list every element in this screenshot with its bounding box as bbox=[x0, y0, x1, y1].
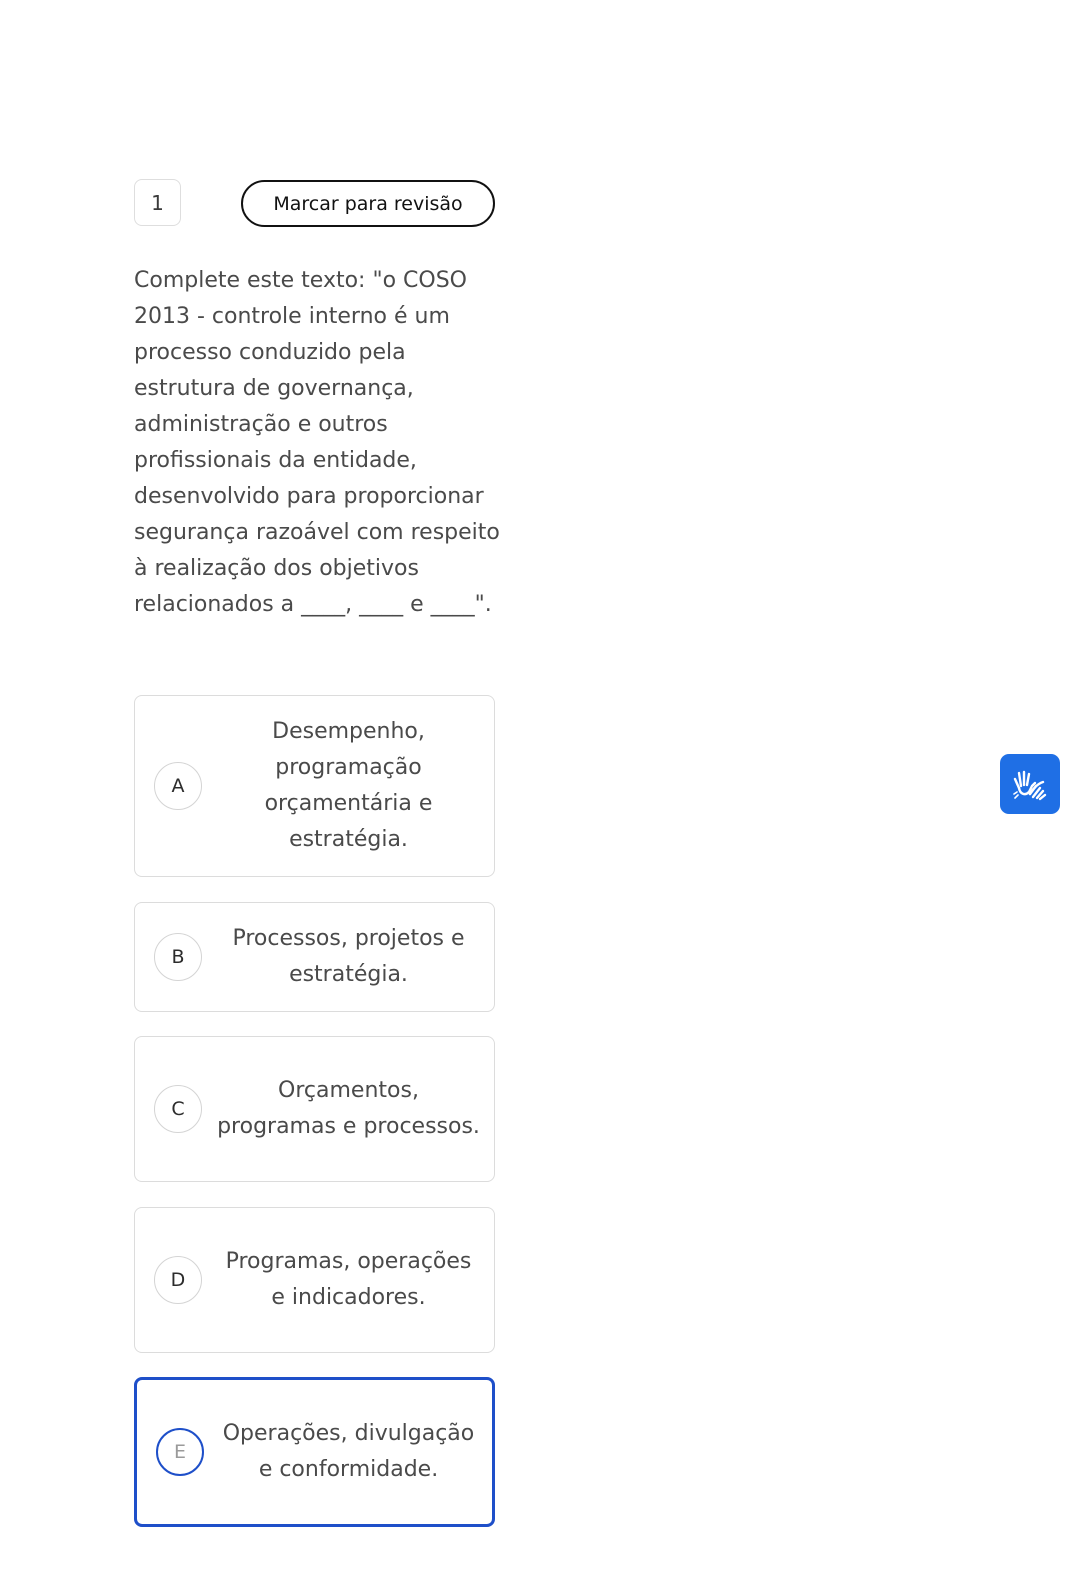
option-text: Processos, projetos e estratégia. bbox=[232, 926, 465, 987]
question-number: 1 bbox=[134, 179, 181, 226]
option-letter: E bbox=[156, 1428, 204, 1476]
option-text: Desempenho, programação orçamentária e estratégia. bbox=[264, 719, 433, 852]
option-letter: D bbox=[154, 1256, 202, 1304]
option-letter: C bbox=[154, 1085, 202, 1133]
accessibility-button[interactable] bbox=[1000, 754, 1060, 814]
option-e[interactable] bbox=[134, 1377, 495, 1527]
option-d[interactable] bbox=[134, 1207, 495, 1353]
option-text: Orçamentos, programas e processos. bbox=[217, 1078, 480, 1139]
mark-for-review-button[interactable]: Marcar para revisão bbox=[241, 180, 495, 227]
option-letter: B bbox=[154, 933, 202, 981]
option-c[interactable] bbox=[134, 1036, 495, 1182]
option-letter: A bbox=[154, 762, 202, 810]
question-text: Complete este texto: "o COSO 2013 - controle interno é um processo conduzido pela estrutura de governança, administração e outros profissionais da entidade, desenvolvido para proporcionar segurança razoável com respeito à realização dos objetivos relacionados a ____, ____ e ____". bbox=[134, 268, 500, 617]
option-text: Operações, divulgação e conformidade. bbox=[222, 1421, 475, 1482]
option-text: Programas, operações e indicadores. bbox=[225, 1249, 472, 1310]
option-b[interactable] bbox=[134, 902, 495, 1012]
option-a[interactable] bbox=[134, 695, 495, 877]
sign-language-hands-icon bbox=[1010, 764, 1050, 804]
